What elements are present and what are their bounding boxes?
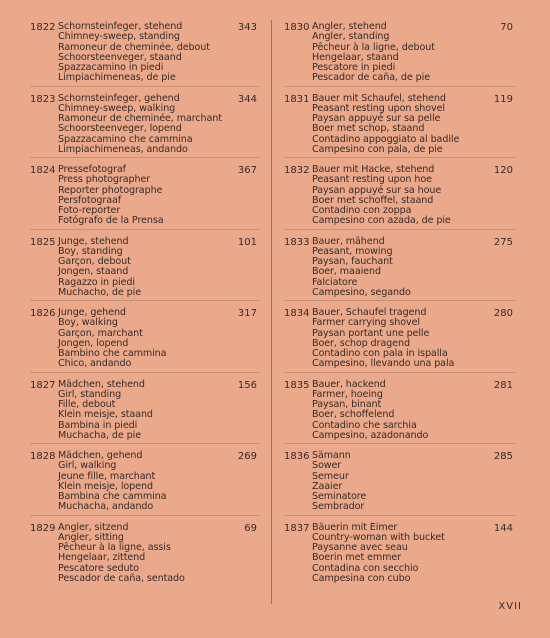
translation-line: Paysan, fauchant [312, 256, 393, 268]
translation-line: Bauer, mähend [312, 235, 385, 247]
translation-line: Campesino, segando [312, 286, 411, 298]
entry-separator [284, 372, 516, 373]
translation-line: Peasant resting upon hoe [312, 174, 432, 186]
entry-number: 1829 [30, 522, 56, 534]
entry-translations [312, 237, 411, 299]
translation-line: Chico, andando [58, 358, 132, 370]
translation-line: Boy, standing [58, 245, 123, 257]
translation-line: Limpiachimeneas, andando [58, 143, 188, 155]
translation-line: Girl, walking [58, 460, 117, 472]
entry-number: 1830 [284, 22, 310, 33]
entry-page-number: 120 [493, 165, 513, 176]
translation-line: Fotógrafo de la Prensa [58, 215, 164, 227]
translation-line: Boerin met emmer [312, 552, 401, 564]
translation-line: Sower [312, 460, 342, 472]
entry-translations [58, 237, 141, 299]
translation-line: Farmer carrying shovel [312, 317, 420, 329]
entry-page-number: 69 [244, 522, 257, 534]
entry-page-number: 317 [237, 308, 257, 319]
entry-number: 1831 [284, 93, 310, 105]
translation-line: Bambina che cammina [58, 491, 167, 503]
entry-number: 1834 [284, 308, 310, 319]
translation-line: Ramoneur de cheminée, marchant [58, 113, 222, 125]
translation-line: Spazzacamino in piedi [58, 62, 164, 74]
translation-line: Sembrador [312, 501, 365, 513]
translation-line: Spazzacamino che cammina [58, 133, 193, 145]
translation-line: Bauer mit Hacke, stehend [312, 164, 435, 175]
entry-translations [312, 308, 454, 370]
translation-line: Boer met schoffel, staand [312, 194, 434, 206]
translation-line: Pescatore in piedi [312, 62, 396, 74]
translation-line: Muchacho, de pie [58, 286, 142, 298]
translation-line: Contadino che sarchia [312, 419, 417, 431]
translation-line: Mädchen, stehend [58, 378, 145, 390]
entry-number: 1832 [284, 165, 310, 176]
entry-page-number: 156 [237, 379, 257, 391]
translation-line: Hengelaar, staand [312, 51, 399, 63]
translation-line: Contadina con secchio [312, 562, 419, 574]
column-divider [271, 20, 272, 604]
entry-translations [58, 165, 164, 227]
entry-separator [30, 443, 260, 444]
entry-translations [312, 94, 459, 156]
entry-page-number: 343 [237, 22, 257, 33]
translation-line: Boer, schop dragend [312, 337, 410, 349]
translation-line: Muchacha, de pie [58, 429, 142, 441]
translation-line: Jongen, staand [58, 266, 129, 278]
translation-line: Campesino, azadonando [312, 429, 429, 441]
translation-line: Schornsteinfeger, stehend [58, 21, 183, 32]
translation-line: Contadino con pala in ispalla [312, 348, 448, 360]
entry-page-number: 285 [493, 451, 513, 462]
entry-number: 1825 [30, 236, 56, 248]
translation-line: Bauer mit Schaufel, stehend [312, 92, 446, 104]
translation-line: Press photographer [58, 174, 151, 186]
translation-line: Garçon, debout [58, 256, 131, 268]
entry-translations [58, 523, 185, 585]
translation-line: Bambino che cammina [58, 348, 167, 360]
translation-line: Campesino, llevando una pala [312, 358, 455, 370]
page-folio: XVII [498, 601, 522, 612]
translation-line: Schoorsteenveger, lopend [58, 123, 182, 135]
translation-line: Pescador de caña, sentado [58, 572, 185, 584]
translation-line: Pêcheur à la ligne, assis [58, 542, 171, 554]
translation-line: Angler, sitting [58, 531, 124, 543]
entry-page-number: 119 [493, 93, 513, 105]
translation-line: Junge, stehend [58, 235, 129, 247]
translation-line: Contadino appoggiato al badile [312, 133, 460, 145]
entry-page-number: 281 [493, 379, 513, 391]
entry-separator [30, 157, 260, 158]
entry-separator [30, 86, 260, 87]
entry-page-number: 275 [493, 236, 513, 248]
translation-line: Falciatore [312, 276, 358, 288]
translation-line: Campesino con azada, de pie [312, 215, 451, 227]
translation-line: Bauer, hackend [312, 378, 386, 390]
entry-translations [58, 94, 222, 156]
translation-line: Bauer, Schaufel tragend [312, 307, 427, 318]
entry-translations [312, 165, 451, 227]
entry-page-number: 269 [237, 451, 257, 462]
translation-line: Limpiachimeneas, de pie [58, 72, 176, 84]
translation-line: Reporter photographe [58, 184, 163, 196]
translation-line: Pescador de caña, de pie [312, 72, 431, 84]
entry-number: 1823 [30, 93, 56, 105]
translation-line: Boer, maaiend [312, 266, 381, 278]
translation-line: Campesino con pala, de pie [312, 143, 443, 155]
translation-line: Muchacha, andando [58, 501, 154, 513]
entry-separator [284, 86, 516, 87]
entry-separator [284, 443, 516, 444]
entry-translations [312, 451, 366, 513]
translation-line: Bäuerin mit Eimer [312, 521, 398, 533]
entry-page-number: 70 [500, 22, 513, 33]
entry-number: 1824 [30, 165, 56, 176]
entry-translations [58, 380, 153, 442]
entry-translations [58, 308, 166, 370]
translation-line: Semeur [312, 470, 349, 482]
entry-page-number: 367 [237, 165, 257, 176]
entry-number: 1826 [30, 308, 56, 319]
entry-separator [284, 300, 516, 301]
translation-line: Boer, schoffelend [312, 409, 395, 421]
entry-page-number: 101 [237, 236, 257, 248]
translation-line: Sämann [312, 450, 351, 461]
translation-line: Klein meisje, staand [58, 409, 153, 421]
entry-number: 1835 [284, 379, 310, 391]
translation-line: Girl, standing [58, 388, 122, 400]
translation-line: Fille, debout [58, 399, 116, 411]
translation-line: Chimney-sweep, standing [58, 31, 180, 43]
entry-number: 1828 [30, 451, 56, 462]
translation-line: Schoorsteenveger, staand [58, 51, 182, 63]
translation-line: Pêcheur à la ligne, debout [312, 41, 435, 53]
translation-line: Farmer, hoeing [312, 388, 383, 400]
translation-line: Seminatore [312, 491, 367, 503]
entry-separator [284, 229, 516, 230]
entry-page-number: 280 [493, 308, 513, 319]
entry-separator [284, 515, 516, 516]
translation-line: Peasant resting upon shovel [312, 102, 445, 114]
entry-number: 1822 [30, 22, 56, 33]
entry-separator [30, 229, 260, 230]
translation-line: Campesina con cubo [312, 572, 411, 584]
translation-line: Persfotograaf [58, 194, 122, 206]
entry-page-number: 344 [237, 93, 257, 105]
entry-separator [30, 515, 260, 516]
translation-line: Paysan, binant [312, 399, 382, 411]
translation-line: Ragazzo in piedi [58, 276, 135, 288]
entry-number: 1836 [284, 451, 310, 462]
entry-number: 1837 [284, 522, 310, 534]
entry-separator [284, 157, 516, 158]
translation-line: Country-woman with bucket [312, 531, 445, 543]
translation-line: Paysan appuyé sur sa pelle [312, 113, 441, 125]
translation-line: Peasant, mowing [312, 245, 393, 257]
translation-line: Mädchen, gehend [58, 450, 143, 461]
translation-line: Schornsteinfeger, gehend [58, 92, 180, 104]
translation-line: Bambina in piedi [58, 419, 138, 431]
translation-line: Boer met schop, staand [312, 123, 425, 135]
entry-number: 1827 [30, 379, 56, 391]
entry-translations [312, 380, 428, 442]
translation-line: Paysanne avec seau [312, 542, 408, 554]
translation-line: Contadino con zoppa [312, 205, 412, 217]
entry-translations [312, 523, 445, 585]
translation-line: Klein meisje, lopend [58, 480, 153, 492]
entry-translations [58, 22, 210, 84]
entry-separator [30, 300, 260, 301]
translation-line: Angler, standing [312, 31, 390, 43]
entry-number: 1833 [284, 236, 310, 248]
translation-line: Jongen, lopend [58, 337, 129, 349]
translation-line: Angler, sitzend [58, 521, 129, 533]
entry-page-number: 144 [493, 522, 513, 534]
translation-line: Zaaier [312, 480, 343, 492]
translation-line: Junge, gehend [58, 307, 126, 318]
translation-line: Pressefotograf [58, 164, 126, 175]
translation-line: Garçon, marchant [58, 327, 143, 339]
entry-separator [30, 372, 260, 373]
entry-translations [312, 22, 435, 84]
translation-line: Paysan appuyé sur sa houe [312, 184, 442, 196]
translation-line: Chimney-sweep, walking [58, 102, 176, 114]
translation-line: Pescatore seduto [58, 562, 139, 574]
translation-line: Foto-reporter [58, 205, 121, 217]
translation-line: Jeune fille, marchant [58, 470, 156, 482]
translation-line: Hengelaar, zittend [58, 552, 146, 564]
translation-line: Angler, stehend [312, 21, 387, 32]
translation-line: Paysan portant une pelle [312, 327, 430, 339]
translation-line: Ramoneur de cheminée, debout [58, 41, 210, 53]
entry-translations [58, 451, 166, 513]
translation-line: Boy, walking [58, 317, 118, 329]
